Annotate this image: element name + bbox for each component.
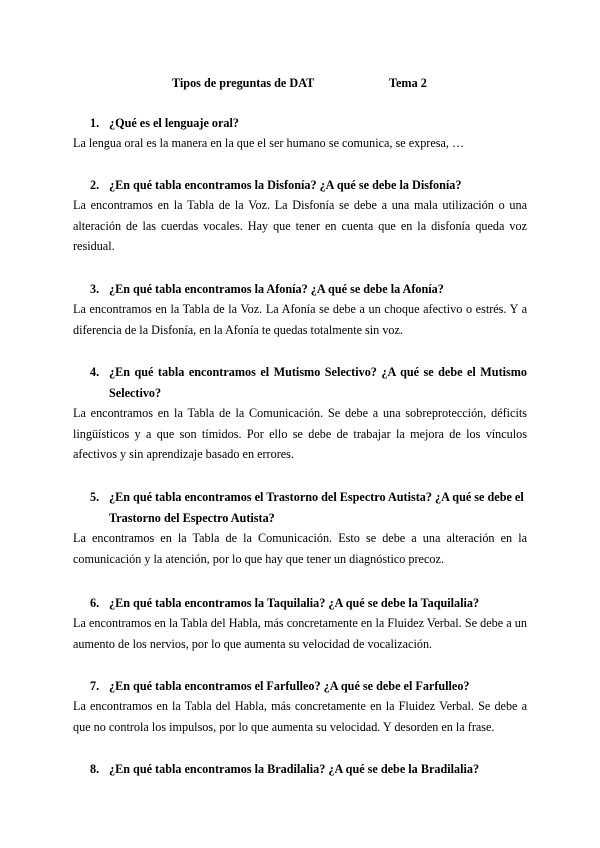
question-text: ¿En qué tabla encontramos el Trastorno del Espectro Autista? ¿A qué se debe el Trastorno del Espectro Autista? [109,490,524,525]
question-text: ¿Qué es el lenguaje oral? [109,116,239,130]
answer-6: La encontramos en la Tabla del Habla, más concretamente en la Fluidez Verbal. Se debe a un aumento de los nervios, por lo que aumenta su velocidad de vocalización. [73,616,527,651]
topic-label: Tema 2 [389,76,427,90]
answer-2: La encontramos en la Tabla de la Voz. La Disfonía se debe a una mala utilización o una alteración de las cuerdas vocales. Hay que tener en cuenta que en la disfonía queda voz residual. [73,198,527,253]
question-1 [90,113,527,134]
question-number: 5. [90,490,100,504]
question-text: ¿En qué tabla encontramos la Bradilalia? ¿A qué se debe la Bradilalia? [109,762,480,776]
question-text: ¿En qué tabla encontramos la Taquilalia? ¿A qué se debe la Taquilalia? [109,596,480,610]
question-text: ¿En qué tabla encontramos el Farfulleo? ¿A qué se debe el Farfulleo? [109,679,470,693]
question-number: 6. [90,596,100,610]
question-number: 1. [90,116,100,130]
question-8 [90,759,527,780]
question-text: ¿En qué tabla encontramos la Disfonía? ¿A qué se debe la Disfonía? [109,178,462,192]
question-number: 2. [90,178,100,192]
question-number: 4. [90,365,100,379]
document-title: Tipos de preguntas de DAT [172,76,315,90]
question-number: 3. [90,282,100,296]
question-5 [90,487,527,528]
answer-7: La encontramos en la Tabla del Habla, más concretamente en la Fluidez Verbal. Se debe a que no controla los impulsos, por lo que aumenta su velocidad. Y desorden en la frase. [73,699,527,734]
question-text: ¿En qué tabla encontramos la Afonía? ¿A qué se debe la Afonía? [109,282,444,296]
question-2 [90,175,527,196]
question-7 [90,676,527,697]
answer-1: La lengua oral es la manera en la que el ser humano se comunica, se expresa, … [73,136,465,150]
question-text: ¿En qué tabla encontramos el Mutismo Selectivo? ¿A qué se debe el Mutismo Selectivo? [109,365,527,400]
question-number: 8. [90,762,100,776]
answer-3: La encontramos en la Tabla de la Voz. La Afonía se debe a un choque afectivo o estrés. Y a diferencia de la Disfonía, en la Afonía te quedas totalmente sin voz. [73,302,527,337]
answer-4: La encontramos en la Tabla de la Comunicación. Se debe a una sobreprotección, déficits lingüísticos y a que son tímidos. Por ello se debe de trabajar la mejora de los vínculos afectivos y sin aprendizaje basado en errores. [73,406,527,461]
question-4 [90,362,527,403]
question-number: 7. [90,679,100,693]
question-3 [90,279,527,300]
answer-5: La encontramos en la Tabla de la Comunicación. Esto se debe a una alteración en la comunicación y la atención, por lo que hay que tener un diagnóstico precoz. [73,531,527,566]
question-6 [90,593,527,614]
